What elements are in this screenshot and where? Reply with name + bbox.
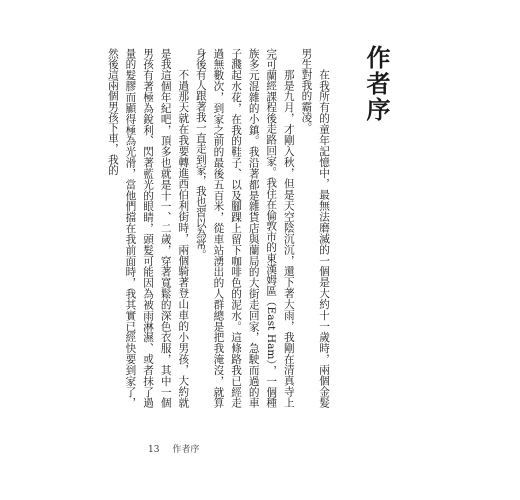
running-title: 作者序 (172, 445, 200, 455)
paragraph-1: 在我所有的童年記憶中，最無法磨滅的一個是大約十一歲時，兩個金髮男生對我的霸凌。 (300, 48, 330, 408)
paragraph-3: 不過那天就在我要轉進西伯利街時，兩個騎著登山車的小男孩，大約就是我這個年紀吧，頂多也就是十一、二歲，穿著寬鬆的深色衣服，其中一個男孩有著極為銳利、閃著藍光的眼睛，頭髮可能因為被雨淋濕、或者抹了過量的髮膠而顯得極為光滑，當他們擋在我前面時，我其實已經快要到家了，然後這兩個男孩下車，我的 (106, 48, 190, 408)
chapter-title: 作者序 (362, 45, 391, 123)
paragraph-2: 那是九月，才剛入秋，但是天空陰沉沉，還下著大雨，我剛在清真寺上完可蘭經課程後走路回家。我住在倫敦市的東漢姆區（East Ham），一個種族多元混雜的小鎮。我沿著都是雜貨店與蘭局的大街走回家，急駛而過的車子濺起水花，在我的鞋子、以及腳踝上留下咖啡色的泥水。這條路我已經走過無數次，到家之前的最後五百米，從車站湧出的人群總是把我淹沒，就算身後有人跟著我一直走到家，我也習以為常。 (194, 48, 295, 408)
page-number: 13 (148, 445, 160, 455)
page-footer (148, 442, 199, 455)
body-text (106, 48, 332, 408)
